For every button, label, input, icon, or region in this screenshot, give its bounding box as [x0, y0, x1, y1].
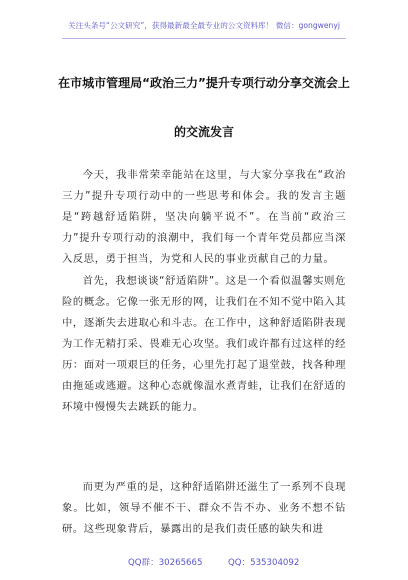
paragraph-1-text: 今天，我非常荣幸能站在这里，与大家分享我在“政治三力”提升专项行动中的一些思考和体会。我的发言主题是“跨越舒适陷阱，坚决向躺平说不”。在当前“政治三力”提升专项行动的浪潮中，我们每一个青年党员都应当深入反思，勇于担当，为党和人民的事业贡献自己的力量。: [62, 169, 346, 265]
document-header: [0, 0, 408, 48]
paragraph-2: [62, 271, 346, 418]
document-footer: [0, 556, 408, 576]
document-title-line-1: 在市城市管理局“政治三力”提升专项行动分享交流会上: [58, 76, 350, 90]
paragraph-1: [62, 165, 346, 270]
footer-qq-group: QQ群：30265665: [128, 558, 203, 568]
paragraph-3-text: 而更为严重的是，这种舒适陷阱还滋生了一系列不良现象。比如，领导不催不干、群众不告不办、业务不想不钻研。这些现象背后，暴露出的是我们责任感的缺失和进: [62, 481, 346, 535]
footer-qq-contact: QQ：535304092: [228, 558, 300, 568]
document-title-line-2: 的交流发言: [173, 125, 234, 139]
header-note: 关注头条号“公文研究”，获得最新最全最专业的公文资料库！ 微信：gongwenyj: [68, 21, 340, 30]
paragraph-2-text: 首先，我想谈谈“舒适陷阱”。这是一个看似温馨实则危险的概念。它像一张无形的网，让我们在不知不觉中陷入其中，逐渐失去进取心和斗志。在工作中，这种舒适陷阱表现为工作无精打采、畏难无心攻坚。我们或许都有过这样的经历：面对一项艰巨的任务，心里先打起了退堂鼓，找各种理由拖延或逃避。这种心态就像温水煮青蛙，让我们在舒适的环境中慢慢失去跳跃的能力。: [62, 275, 346, 413]
header-divider: [62, 38, 346, 39]
paragraph-3: [62, 477, 346, 540]
